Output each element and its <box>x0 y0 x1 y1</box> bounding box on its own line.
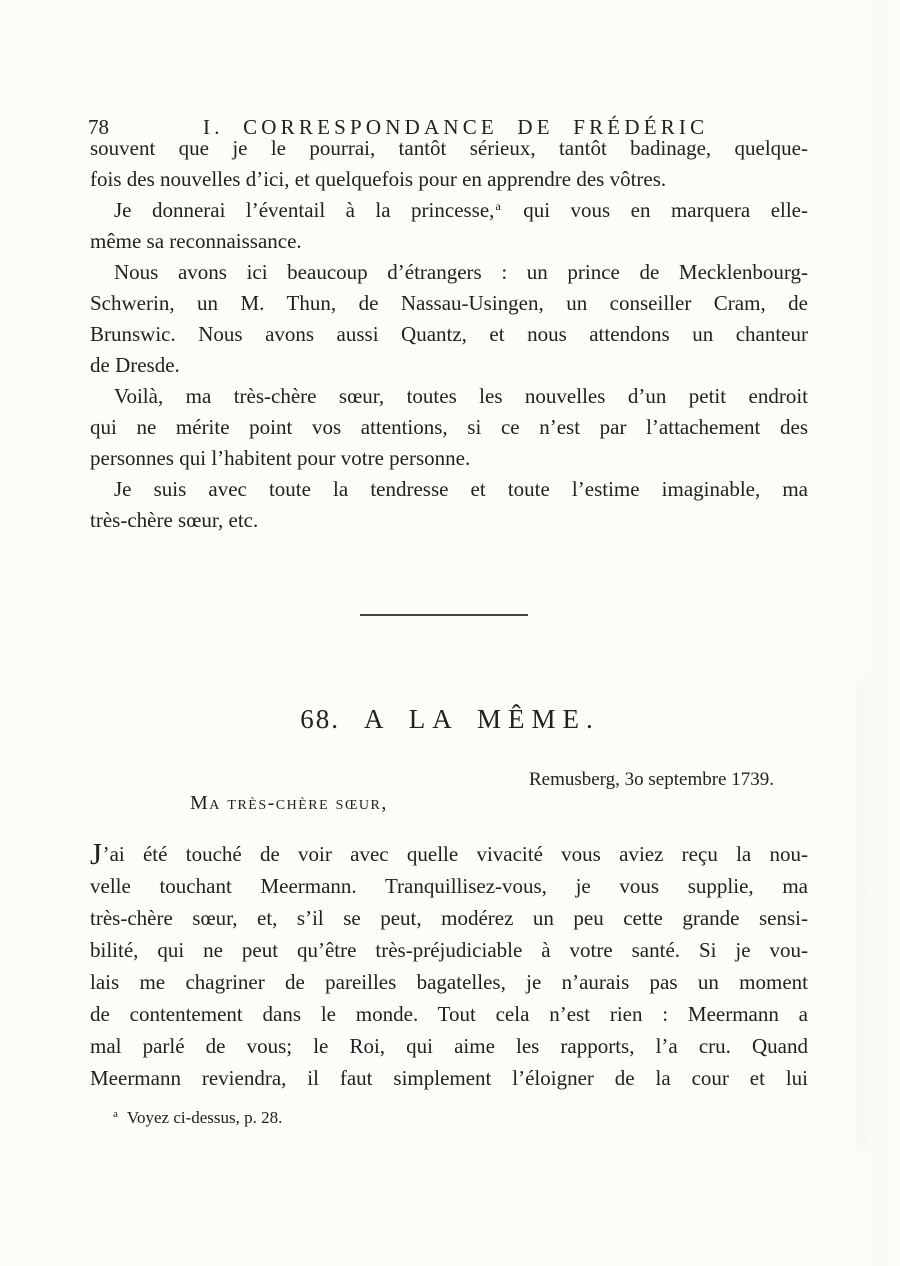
text-line: Voilà, ma très-chère sœur, toutes les nouvelles d’un petit endroit <box>114 384 808 408</box>
letter-68-body <box>90 838 808 1094</box>
footnote-ref: a <box>495 199 501 213</box>
text-line: Brunswic. Nous avons aussi Quantz, et nous attendons un chanteur <box>90 322 808 346</box>
paragraph <box>90 257 808 381</box>
salutation: Ma très-chère sœur, <box>190 792 388 814</box>
text-line: Je donnerai l’éventail à la princesse,$^a$ qui vous en marquera elle- <box>114 198 808 222</box>
section-divider <box>360 614 528 616</box>
text-line: même sa reconnaissance. <box>90 229 302 253</box>
footnote <box>113 1106 282 1130</box>
text-line: fois des nouvelles d’ici, et quelquefois pour en apprendre des vôtres. <box>90 167 667 191</box>
text-line: Meermann reviendra, il faut simplement l’éloigner de la cour et lui <box>90 1066 808 1090</box>
paragraph <box>90 838 808 1094</box>
text-line: velle touchant Meermann. Tranquillisez-vous, je vous supplie, ma <box>90 874 808 898</box>
dateline: Remusberg, 3o septembre 1739. <box>528 769 774 790</box>
text-line: lais me chagriner de pareilles bagatelles, je n’aurais pas un moment <box>90 970 808 994</box>
text-line: très-chère sœur, etc. <box>90 508 259 532</box>
footnote-marker: a <box>113 1108 118 1120</box>
page-number: 78 <box>88 115 109 139</box>
text-line: très-chère sœur, et, s’il se peut, modérez un peu cette grande sensi- <box>90 906 808 930</box>
letter-number: 68. <box>300 704 340 734</box>
text-line: Je suis avec toute la tendresse et toute l’estime imaginable, ma <box>114 477 808 501</box>
letter-title: A LA MÊME. <box>363 704 600 734</box>
paragraph <box>90 474 808 536</box>
paragraph <box>90 195 808 257</box>
text-line: bilité, qui ne peut qu’être très-préjudiciable à votre santé. Si je vou- <box>90 938 808 962</box>
letter-heading <box>0 702 900 736</box>
text-line: de Dresde. <box>90 353 180 377</box>
running-title: I. CORRESPONDANCE DE FRÉDÉRIC <box>203 115 709 139</box>
text-line: qui ne mérite point vos attentions, si ce n’est par l’attachement des <box>90 415 808 439</box>
drop-initial: J <box>90 836 103 871</box>
footnote-text: Voyez ci-dessus, p. 28. <box>126 1108 283 1127</box>
text-line: Schwerin, un M. Thun, de Nassau-Usingen, un conseiller Cram, de <box>90 291 808 315</box>
text-line: J’ai été touché de voir avec quelle vivacité vous aviez reçu la nou- <box>90 836 808 871</box>
letter-prev-body <box>90 133 808 536</box>
text-line: de contentement dans le monde. Tout cela n’est rien : Meermann a <box>90 1002 808 1026</box>
text-line: mal parlé de vous; le Roi, qui aime les rapports, l’a cru. Quand <box>90 1034 808 1058</box>
text-line: personnes qui l’habitent pour votre personne. <box>90 446 471 470</box>
text-line: souvent que je le pourrai, tantôt sérieux, tantôt badinage, quelque- <box>90 136 808 160</box>
text-line: Nous avons ici beaucoup d’étrangers : un prince de Mecklenbourg- <box>114 260 808 284</box>
scan-edge-shadow <box>856 680 866 1150</box>
paragraph <box>90 133 808 195</box>
paragraph <box>90 381 808 474</box>
